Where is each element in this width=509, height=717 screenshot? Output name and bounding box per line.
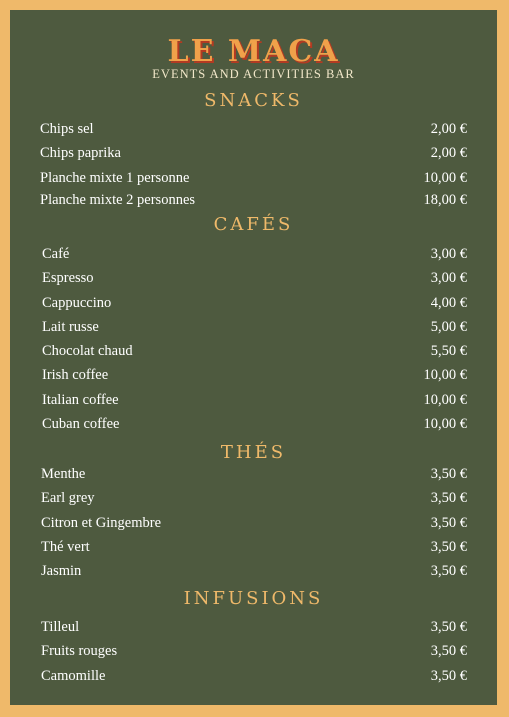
menu-item-name: Tilleul <box>41 619 80 635</box>
menu-item-name: Planche mixte 1 personne <box>40 170 190 186</box>
menu-item-price: 2,00 € <box>430 121 467 137</box>
menu-item-name: Thé vert <box>41 539 90 555</box>
menu-item-price: 3,50 € <box>430 619 467 635</box>
menu-item-price: 10,00 € <box>423 392 467 408</box>
menu-item-price: 18,00 € <box>423 192 467 208</box>
section-title: THÉS <box>220 442 287 463</box>
menu-item-price: 3,50 € <box>430 490 467 506</box>
menu-item-name: Cappuccino <box>42 295 112 311</box>
menu-item-name: Chips paprika <box>40 145 121 161</box>
menu-item-price: 10,00 € <box>423 170 467 186</box>
menu-item-price: 3,50 € <box>430 563 467 579</box>
menu-item-name: Jasmin <box>41 563 82 579</box>
menu-item-price: 3,50 € <box>430 668 467 684</box>
menu-item-name: Chocolat chaud <box>42 343 133 359</box>
brand-title: LE MACA <box>167 34 340 69</box>
menu-item-name: Cuban coffee <box>42 416 120 432</box>
menu-item-name: Citron et Gingembre <box>41 515 162 531</box>
menu-item-price: 5,50 € <box>430 343 467 359</box>
menu-item-name: Camomille <box>41 668 106 684</box>
menu-item-name: Irish coffee <box>42 367 109 383</box>
menu-item-name: Menthe <box>41 466 86 482</box>
menu-item-price: 3,00 € <box>430 270 467 286</box>
menu-item-name: Fruits rouges <box>41 643 118 659</box>
menu-item-name: Chips sel <box>40 121 94 137</box>
section-title: INFUSIONS <box>183 588 324 609</box>
menu-item-name: Café <box>42 246 70 262</box>
menu-item-name: Italian coffee <box>42 392 119 408</box>
menu-item-price: 3,50 € <box>430 466 467 482</box>
menu-item-name: Earl grey <box>41 490 95 506</box>
brand-subtitle: EVENTS AND ACTIVITIES BAR <box>152 67 355 81</box>
menu-item-name: Lait russe <box>42 319 99 335</box>
section-title: SNACKS <box>204 90 303 111</box>
menu-item-price: 3,00 € <box>430 246 467 262</box>
menu-item-price: 5,00 € <box>430 319 467 335</box>
menu-item-price: 3,50 € <box>430 539 467 555</box>
menu-item-name: Espresso <box>42 270 94 286</box>
menu-item-price: 10,00 € <box>423 416 467 432</box>
menu-item-name: Planche mixte 2 personnes <box>40 192 196 208</box>
menu-item-price: 3,50 € <box>430 643 467 659</box>
menu-item-price: 2,00 € <box>430 145 467 161</box>
menu-panel <box>10 10 497 705</box>
section-title: CAFÉS <box>213 214 294 235</box>
menu-item-price: 10,00 € <box>423 367 467 383</box>
menu-item-price: 3,50 € <box>430 515 467 531</box>
menu-item-price: 4,00 € <box>430 295 467 311</box>
